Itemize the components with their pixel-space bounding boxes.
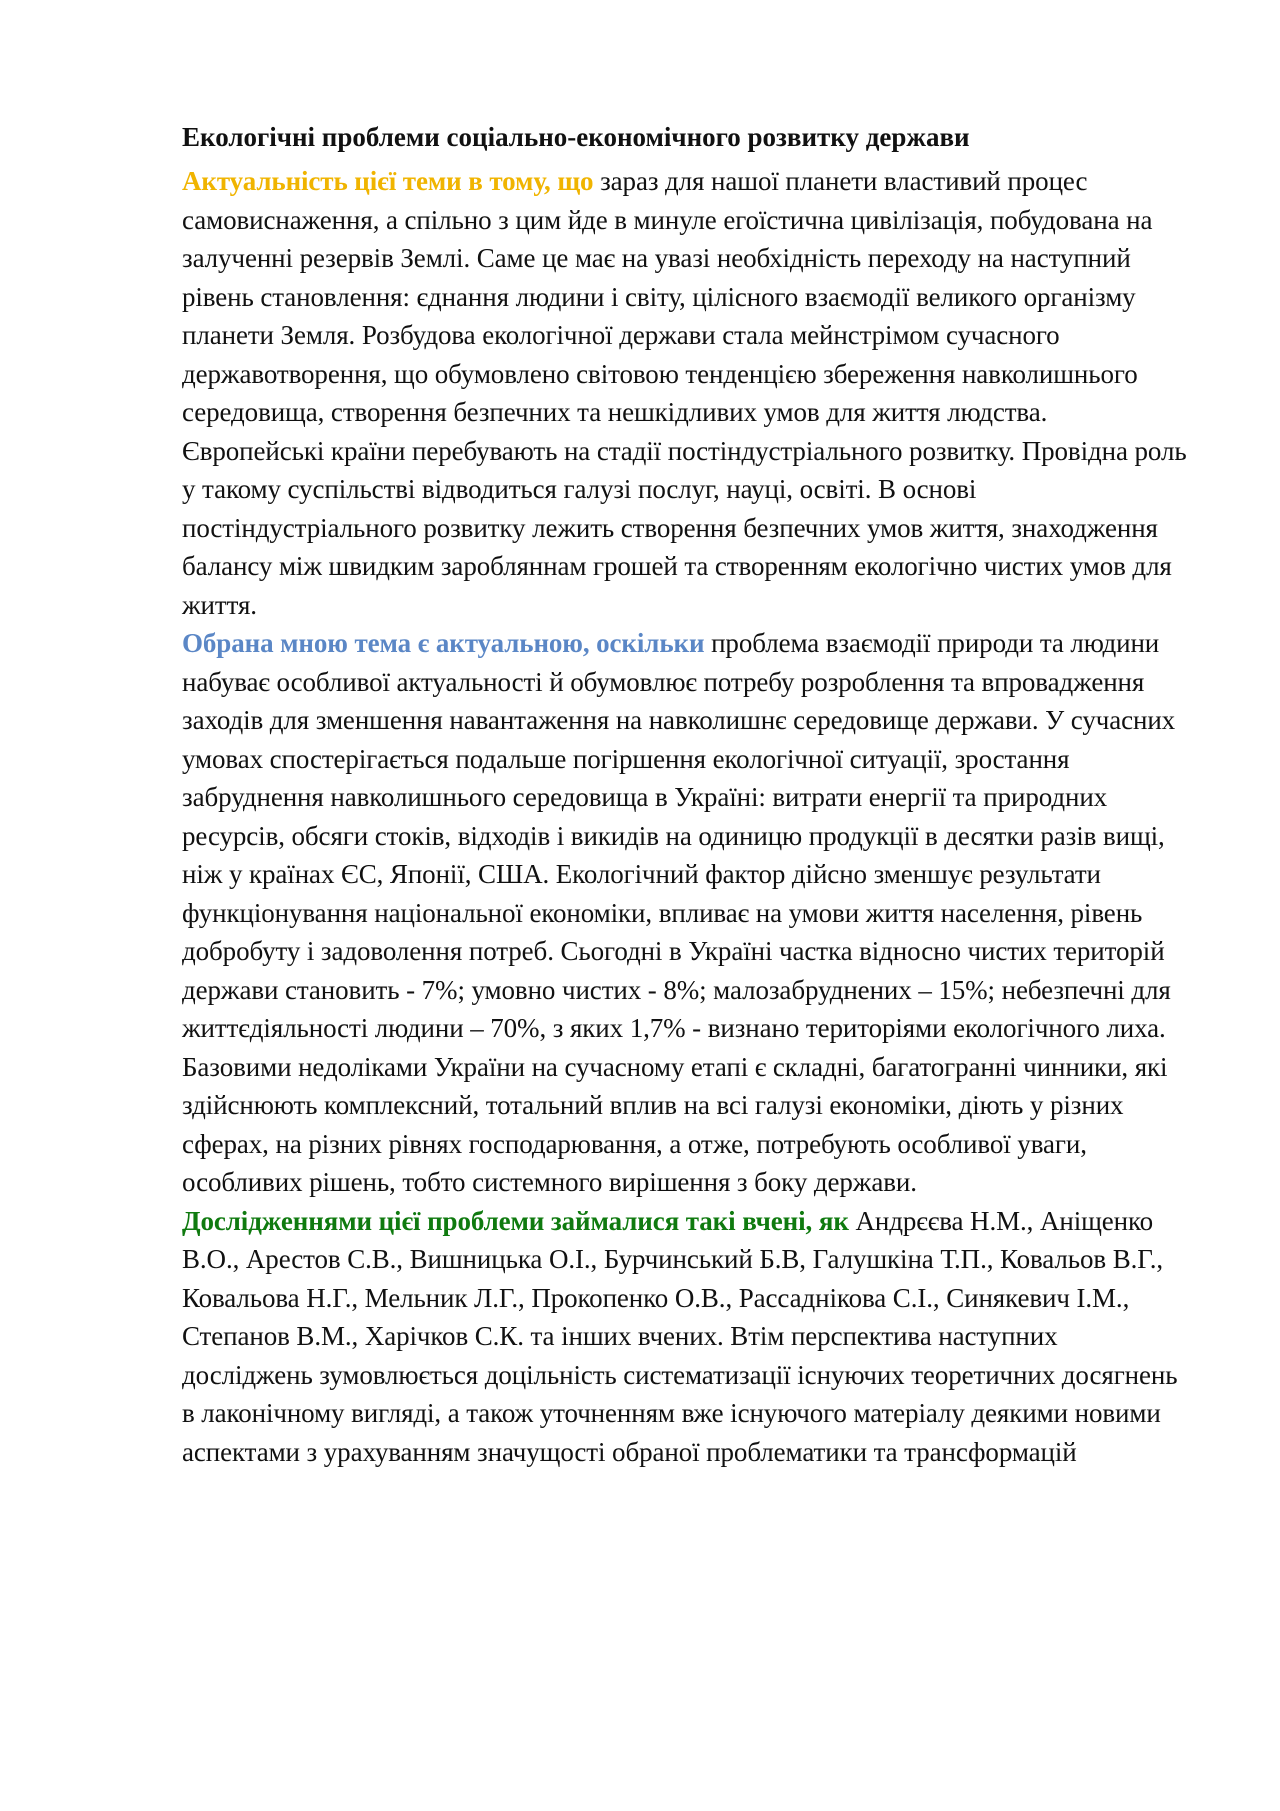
paragraph-relevance-lead: Актуальність цієї теми в тому, що [182, 166, 594, 196]
paragraph-researchers [182, 1202, 1190, 1472]
paragraph-topic-importance-body: проблема взаємодії природи та людини набуває особливої актуальності й обумовлює потребу розроблення та впровадження заходів для зменшення навантаження на навколишнє середовище держави. У сучасних умовах спостерігається подальше погіршення екологічної ситуації, зростання забруднення навколишнього середовища в Україні: витрати енергії та природних ресурсів, обсяги стоків, відходів і викидів на одиницю продукції в десятки разів вищі, ніж у країнах ЄС, Японії, США. Екологічний фактор дійсно зменшує результати функціонування національної економіки, впливає на умови життя населення, рівень добробуту і задоволення потреб. Сьогодні в Україні частка відносно чистих територій держави становить - 7%; умовно чистих - 8%; малозабруднених – 15%; небезпечні для життєдіяльності людини – 70%, з яких 1,7% - визнано територіями екологічного лиха. Базовими недоліками України на сучасному етапі є складні, багатогранні чинники, які здійснюють комплексний, тотальний вплив на всі галузі економіки, діють у різних сферах, на різних рівнях господарювання, а отже, потребують особливої уваги, особливих рішень, тобто системного вирішення з боку держави. [182, 628, 1176, 1197]
paragraph-researchers-body: Андрєєва Н.М., Аніщенко В.О., Арестов С.В., Вишницька О.І., Бурчинський Б.В, Галушкіна Т.П., Ковальов В.Г., Ковальова Н.Г., Мельник Л.Г., Прокопенко О.В., Рассаднікова С.І., Синякевич І.М., Степанов В.М., Харічков С.К. та інших вчених. Втім перспектива наступних досліджень зумовлюється доцільність систематизації існуючих теоретичних досягнень в лаконічному вигляді, а також уточненням вже існуючого матеріалу деякими новими аспектами з урахуванням значущості обраної проблематики та трансформацій [182, 1205, 1178, 1467]
document-body [182, 118, 1190, 1471]
document-title: Екологічні проблеми соціально-економічного розвитку держави [182, 122, 970, 152]
paragraph-researchers-lead: Дослідженнями цієї проблеми займалися такі вчені, як [182, 1205, 849, 1236]
paragraph-relevance [182, 162, 1190, 624]
paragraph-topic-importance-lead: Обрана мною тема є актуальною, оскільки [182, 628, 705, 658]
paragraph-topic-importance [182, 624, 1190, 1202]
paragraph-relevance-body: зараз для нашої планети властивий процес самовиснаження, а спільно з цим йде в минуле егоїстична цивілізація, побудована на залученні резервів Землі. Саме це має на увазі необхідність переходу на наступний рівень становлення: єднання людини і світу, цілісного взаємодії великого організму планети Земля. Розбудова екологічної держави стала мейнстрімом сучасного державотворення, що обумовлено світовою тенденцією збереження навколишнього середовища, створення безпечних та нешкідливих умов для життя людства. Європейські країни перебувають на стадії постіндустріального розвитку. Провідна роль у такому суспільстві відводиться галузі послуг, науці, освіті. В основі постіндустріального розвитку лежить створення безпечних умов життя, знаходження балансу між швидким заробляннам грошей та створенням екологічно чистих умов для життя. [182, 166, 1187, 620]
